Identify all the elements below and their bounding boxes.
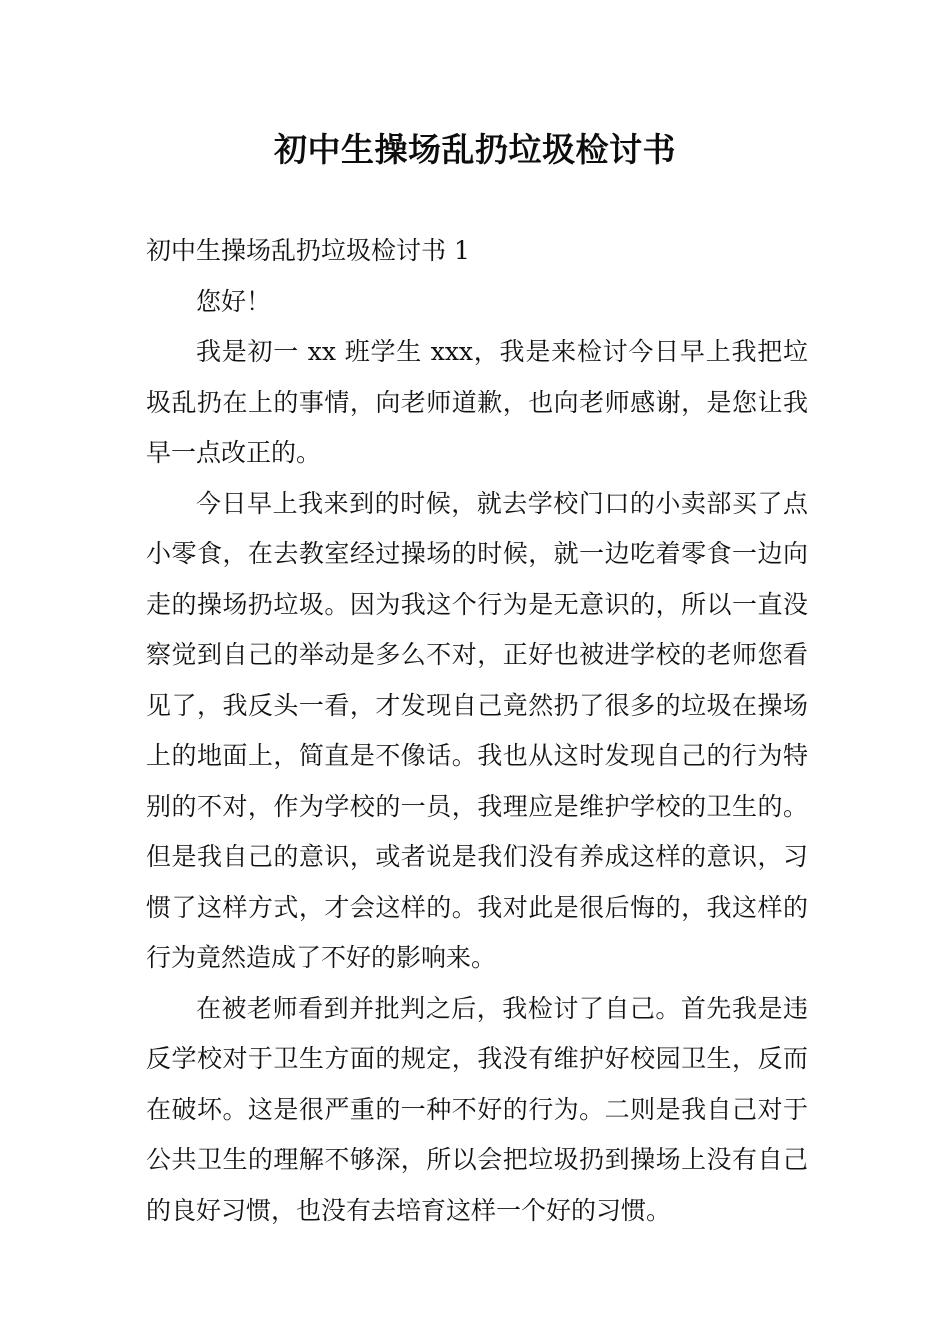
paragraph-2: 今日早上我来到的时候，就去学校门口的小卖部买了点小零食，在去教室经过操场的时候，就一边吃着零食一边向走的操场扔垃圾。因为我这个行为是无意识的，所以一直没察觉到自己的举动是多么不对，正好也被进学校的老师您看见了，我反头一看，才发现自己竟然扔了很多的垃圾在操场上的地面上，简直是不像话。我也从这时发现自己的行为特别的不对，作为学校的一员，我理应是维护学校的卫生的。但是我自己的意识，或者说是我们没有养成这样的意识，习惯了这样方式，才会这样的。我对此是很后悔的，我这样的行为竟然造成了不好的影响来。 bbox=[146, 488, 808, 972]
document-title: 初中生操场乱扔垃圾检讨书 bbox=[274, 130, 676, 169]
greeting: 您好！ bbox=[196, 286, 272, 316]
paragraph-1: 我是初一 xx 班学生 xxx，我是来检讨今日早上我把垃圾乱扔在上的事情，向老师道歉，也向老师感谢，是您让我早一点改正的。 bbox=[146, 337, 808, 467]
document-body bbox=[146, 226, 808, 1236]
paragraph-3: 在被老师看到并批判之后，我检讨了自己。首先我是违反学校对于卫生方面的规定，我没有维护好校园卫生，反而在破坏。这是很严重的一种不好的行为。二则是我自己对于公共卫生的理解不够深，所以会把垃圾扔到操场上没有自己的良好习惯，也没有去培育这样一个好的习惯。 bbox=[146, 993, 808, 1225]
section-heading: 初中生操场乱扔垃圾检讨书 1 bbox=[146, 236, 470, 265]
